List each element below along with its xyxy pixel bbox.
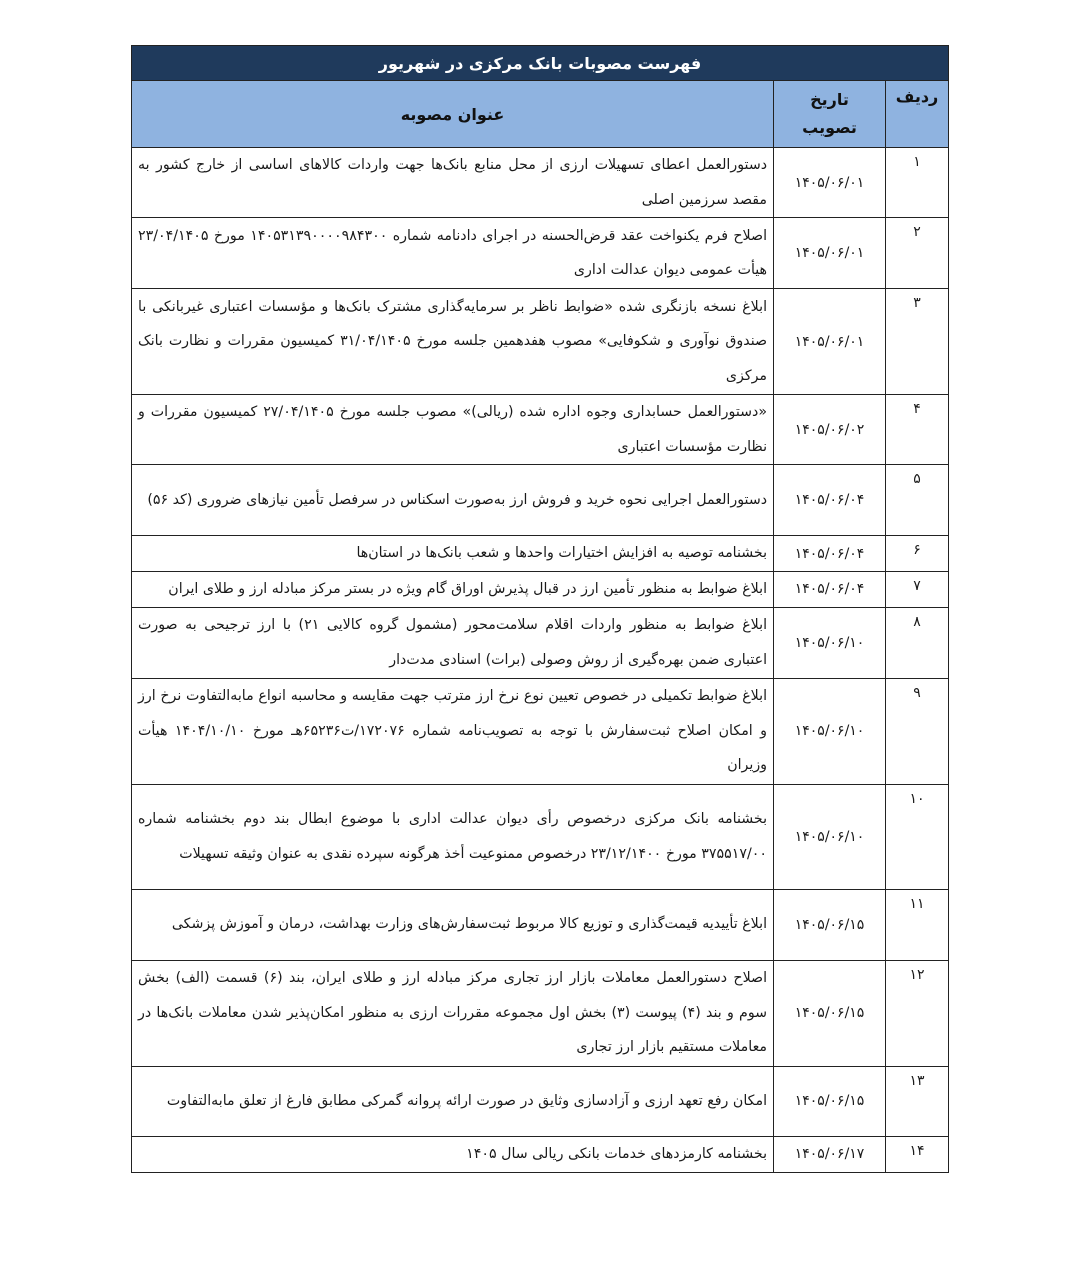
row-date: ۱۴۰۵/۰۶/۱۰ xyxy=(774,607,886,678)
approvals-table xyxy=(131,45,949,1173)
row-date: ۱۴۰۵/۰۶/۰۱ xyxy=(774,289,886,395)
row-title: دستورالعمل اجرایی نحوه خرید و فروش ارز به‌صورت اسکناس در سرفصل تأمین نیازهای ضروری (کد ۵۶) xyxy=(132,465,774,536)
row-date: ۱۴۰۵/۰۶/۱۵ xyxy=(774,1066,886,1136)
table-row xyxy=(132,784,949,889)
row-title: ابلاغ نسخه بازنگری شده «ضوابط ناظر بر سرمایه‌گذاری مشترک بانک‌ها و مؤسسات اعتباری غیربانکی با صندوق نوآوری و شکوفایی» مصوب هفدهمین جلسه مورخ ۳۱/۰۴/۱۴۰۵ کمیسیون مقررات و نظارت بانک مرکزی xyxy=(132,289,774,395)
row-title: بخشنامه کارمزدهای خدمات بانکی ریالی سال ۱۴۰۵ xyxy=(132,1136,774,1172)
table-row xyxy=(132,465,949,536)
table-row xyxy=(132,1136,949,1172)
row-title: اصلاح دستورالعمل معاملات بازار ارز تجاری مرکز مبادله ارز و طلای ایران، بند (۶) قسمت (الف) بخش سوم و بند (۴) پیوست (۳) بخش اول مجموعه مقررات ارزی به منظور امکان‌پذیر شدن معاملات بانک‌ها در معاملات مستقیم بازار ارز تجاری xyxy=(132,960,774,1066)
row-number: ۱۱ xyxy=(886,889,949,960)
row-title: اصلاح فرم یکنواخت عقد قرض‌الحسنه در اجرای دادنامه شماره ۱۴۰۵۳۱۳۹۰۰۰۰۹۸۴۳۰۰ مورخ ۲۳/۰۴/۱۴۰۵ هیأت عمومی دیوان عدالت اداری xyxy=(132,218,774,289)
table-row xyxy=(132,1066,949,1136)
row-title: ابلاغ تأییدیه قیمت‌گذاری و توزیع کالا مربوط ثبت‌سفارش‌های وزارت بهداشت، درمان و آموزش پزشکی xyxy=(132,889,774,960)
row-number: ۴ xyxy=(886,395,949,465)
row-title: بخشنامه بانک مرکزی درخصوص رأی دیوان عدالت اداری با موضوع ابطال بند دوم بخشنامه شماره ۳۷۵۵۱۷/۰۰ مورخ ۲۳/۱۲/۱۴۰۰ درخصوص ممنوعیت أخذ هرگونه سپرده نقدی به عنوان وثیقه تسهیلات xyxy=(132,784,774,889)
row-number: ۱۲ xyxy=(886,960,949,1066)
row-date: ۱۴۰۵/۰۶/۰۱ xyxy=(774,218,886,289)
table-row xyxy=(132,289,949,395)
row-number: ۳ xyxy=(886,289,949,395)
row-date: ۱۴۰۵/۰۶/۰۲ xyxy=(774,395,886,465)
row-date: ۱۴۰۵/۰۶/۰۴ xyxy=(774,465,886,536)
table-row xyxy=(132,536,949,572)
row-number: ۱۴ xyxy=(886,1136,949,1172)
header-date-line1: تاریخ xyxy=(810,90,849,109)
header-date-line2: تصویب xyxy=(802,118,857,137)
row-title: بخشنامه توصیه به افزایش اختیارات واحدها و شعب بانک‌ها در استان‌ها xyxy=(132,536,774,572)
table-row xyxy=(132,889,949,960)
row-date: ۱۴۰۵/۰۶/۱۰ xyxy=(774,678,886,784)
row-number: ۵ xyxy=(886,465,949,536)
table-row xyxy=(132,218,949,289)
row-date: ۱۴۰۵/۰۶/۱۰ xyxy=(774,784,886,889)
table-row xyxy=(132,148,949,218)
row-title: ابلاغ ضوابط به منظور واردات اقلام سلامت‌محور (مشمول گروه کالایی ۲۱) با ارز ترجیحی به صورت اعتباری ضمن بهره‌گیری از روش وصولی (برات) اسنادی مدت‌دار xyxy=(132,607,774,678)
row-number: ۲ xyxy=(886,218,949,289)
row-date: ۱۴۰۵/۰۶/۱۵ xyxy=(774,960,886,1066)
row-number: ۷ xyxy=(886,572,949,608)
row-date: ۱۴۰۵/۰۶/۰۱ xyxy=(774,148,886,218)
row-title: امکان رفع تعهد ارزی و آزادسازی وثایق در صورت ارائه پروانه گمرکی مطابق فارغ از تعلق مابه‌التفاوت xyxy=(132,1066,774,1136)
table-row xyxy=(132,395,949,465)
table-row xyxy=(132,678,949,784)
row-date: ۱۴۰۵/۰۶/۱۵ xyxy=(774,889,886,960)
row-number: ۱۰ xyxy=(886,784,949,889)
table-title: فهرست مصوبات بانک مرکزی در شهریور xyxy=(132,46,949,81)
header-title: عنوان مصوبه xyxy=(132,81,774,148)
row-title: «دستورالعمل حسابداری وجوه اداره شده (ریالی)» مصوب جلسه مورخ ۲۷/۰۴/۱۴۰۵ کمیسیون مقررات و نظارت مؤسسات اعتباری xyxy=(132,395,774,465)
row-title: دستورالعمل اعطای تسهیلات ارزی از محل منابع بانک‌ها جهت واردات کالاهای اساسی از خارج کشور به مقصد سرزمین اصلی xyxy=(132,148,774,218)
row-date: ۱۴۰۵/۰۶/۱۷ xyxy=(774,1136,886,1172)
table-row xyxy=(132,572,949,608)
table-row xyxy=(132,960,949,1066)
row-date: ۱۴۰۵/۰۶/۰۴ xyxy=(774,536,886,572)
row-number: ۱ xyxy=(886,148,949,218)
table-row xyxy=(132,607,949,678)
row-title: ابلاغ ضوابط تکمیلی در خصوص تعیین نوع نرخ ارز مترتب جهت مقایسه و محاسبه انواع مابه‌التفاوت نرخ ارز و امکان اصلاح ثبت‌سفارش با توجه به تصویب‌نامه شماره ۱۷۲۰۷۶/ت۶۵۲۳۶هـ مورخ ۱۴۰۴/۱۰/۱۰ هیأت وزیران xyxy=(132,678,774,784)
row-number: ۹ xyxy=(886,678,949,784)
row-date: ۱۴۰۵/۰۶/۰۴ xyxy=(774,572,886,608)
row-title: ابلاغ ضوابط به منظور تأمین ارز در قبال پذیرش اوراق گام ویژه در بستر مرکز مبادله ارز و طلای ایران xyxy=(132,572,774,608)
row-number: ۶ xyxy=(886,536,949,572)
header-radif: ردیف xyxy=(886,81,949,148)
row-number: ۸ xyxy=(886,607,949,678)
row-number: ۱۳ xyxy=(886,1066,949,1136)
header-date xyxy=(774,81,886,148)
